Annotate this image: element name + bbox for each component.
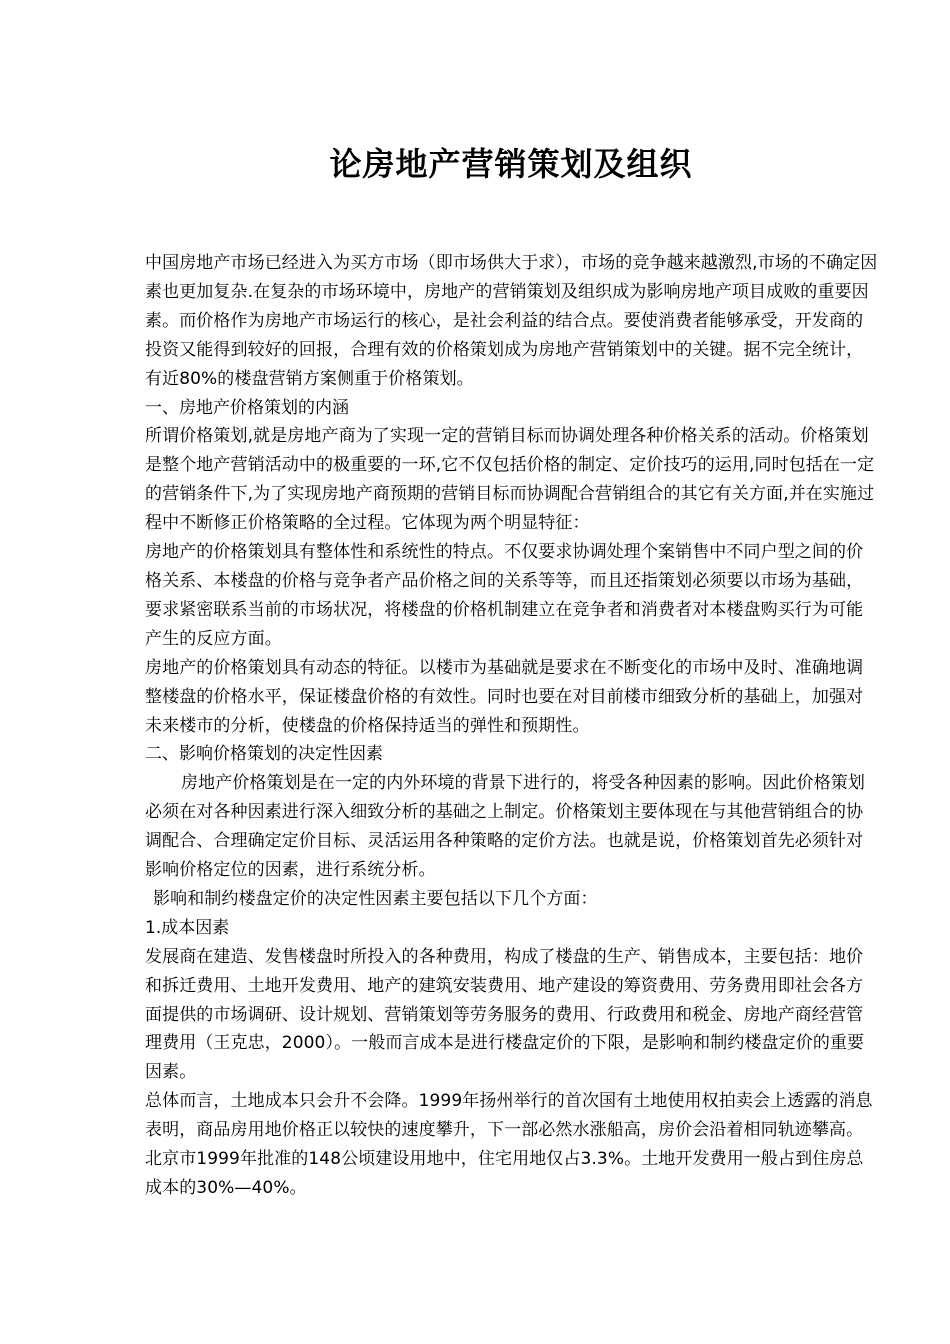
paragraph-factors-intro: 房地产价格策划是在一定的内外环境的背景下进行的，将受各种因素的影响。因此价格策划必须在对各种因素进行深入细致分析的基础之上制定。价格策划主要体现在与其他营销组合的协调配合、合理确定定价目标、灵活运用各种策略的定价方法。也就是说，价格策划首先必须针对影响价格定位的因素，进行系统分析。 xyxy=(145,773,865,881)
paragraph-factors-list-intro: 影响和制约楼盘定价的决定性因素主要包括以下几个方面： xyxy=(153,888,598,909)
subsection-heading-cost: 1.成本因素 xyxy=(145,917,230,938)
document-title: 论房地产营销策划及组织 xyxy=(329,145,693,183)
document-body xyxy=(145,249,880,1203)
paragraph-feature-1: 房地产的价格策划具有整体性和系统性的特点。不仅要求协调处理个案销售中不同户型之间的价格关系、本楼盘的价格与竞争者产品价格之间的关系等等，而且还指策划必须要以市场为基础，要求紧密联系当前的市场状况，将楼盘的价格机制建立在竞争者和消费者对本楼盘购买行为可能产生的反应方面。 xyxy=(145,542,864,649)
paragraph-feature-2: 房地产的价格策划具有动态的特征。以楼市为基础就是要求在不断变化的市场中及时、准确地调整楼盘的价格水平，保证楼盘价格的有效性。同时也要在对目前楼市细致分析的基础上，加强对未来楼市的分析，使楼盘的价格保持适当的弹性和预期性。 xyxy=(145,657,864,736)
paragraph-cost: 发展商在建造、发售楼盘时所投入的各种费用，构成了楼盘的生产、销售成本，主要包括：地价和拆迁费用、土地开发费用、地产的建筑安装费用、地产建设的筹资费用、劳务费用即社会各方面提供的市场调研、设计规划、营销策划等劳务服务的费用、行政费用和税金、房地产商经营管理费用（王克忠，2000）。一般而言成本是进行楼盘定价的下限，是影响和制约楼盘定价的重要因素。 xyxy=(145,946,865,1083)
section-heading-2: 二、影响价格策划的决定性因素 xyxy=(145,744,383,765)
paragraph-intro: 中国房地产市场已经进入为买方市场（即市场供大于求），市场的竞争越来越激烈,市场的不确定因素也更加复杂.在复杂的市场环境中，房地产的营销策划及组织成为影响房地产项目成败的重要因素。而价格作为房地产市场运行的核心，是社会利益的结合点。要使消费者能够承受，开发商的投资又能得到较好的回报，合理有效的价格策划成为房地产营销策划中的关键。据不完全统计，有近80%的楼盘营销方案侧重于价格策划。 xyxy=(145,253,878,389)
section-heading-1: 一、房地产价格策划的内涵 xyxy=(145,397,349,418)
paragraph-definition: 所谓价格策划,就是房地产商为了实现一定的营销目标而协调处理各种价格关系的活动。价格策划是整个地产营销活动中的极重要的一环,它不仅包括价格的制定、定价技巧的运用,同时包括在一定的营销条件下,为了实现房地产商预期的营销目标而协调配合营销组合的其它有关方面,并在实施过程中不断修正价格策略的全过程。它体现为两个明显特征： xyxy=(145,426,875,534)
paragraph-land-cost: 总体而言，土地成本只会升不会降。1999年扬州举行的首次国有土地使用权拍卖会上透露的消息表明，商品房用地价格正以较快的速度攀升，下一部必然水涨船高，房价会沿着相同轨迹攀高。北京市1999年批准的148公顷建设用地中，住宅用地仅占3.3%。土地开发费用一般占到住房总成本的30%—40%。 xyxy=(145,1091,873,1198)
